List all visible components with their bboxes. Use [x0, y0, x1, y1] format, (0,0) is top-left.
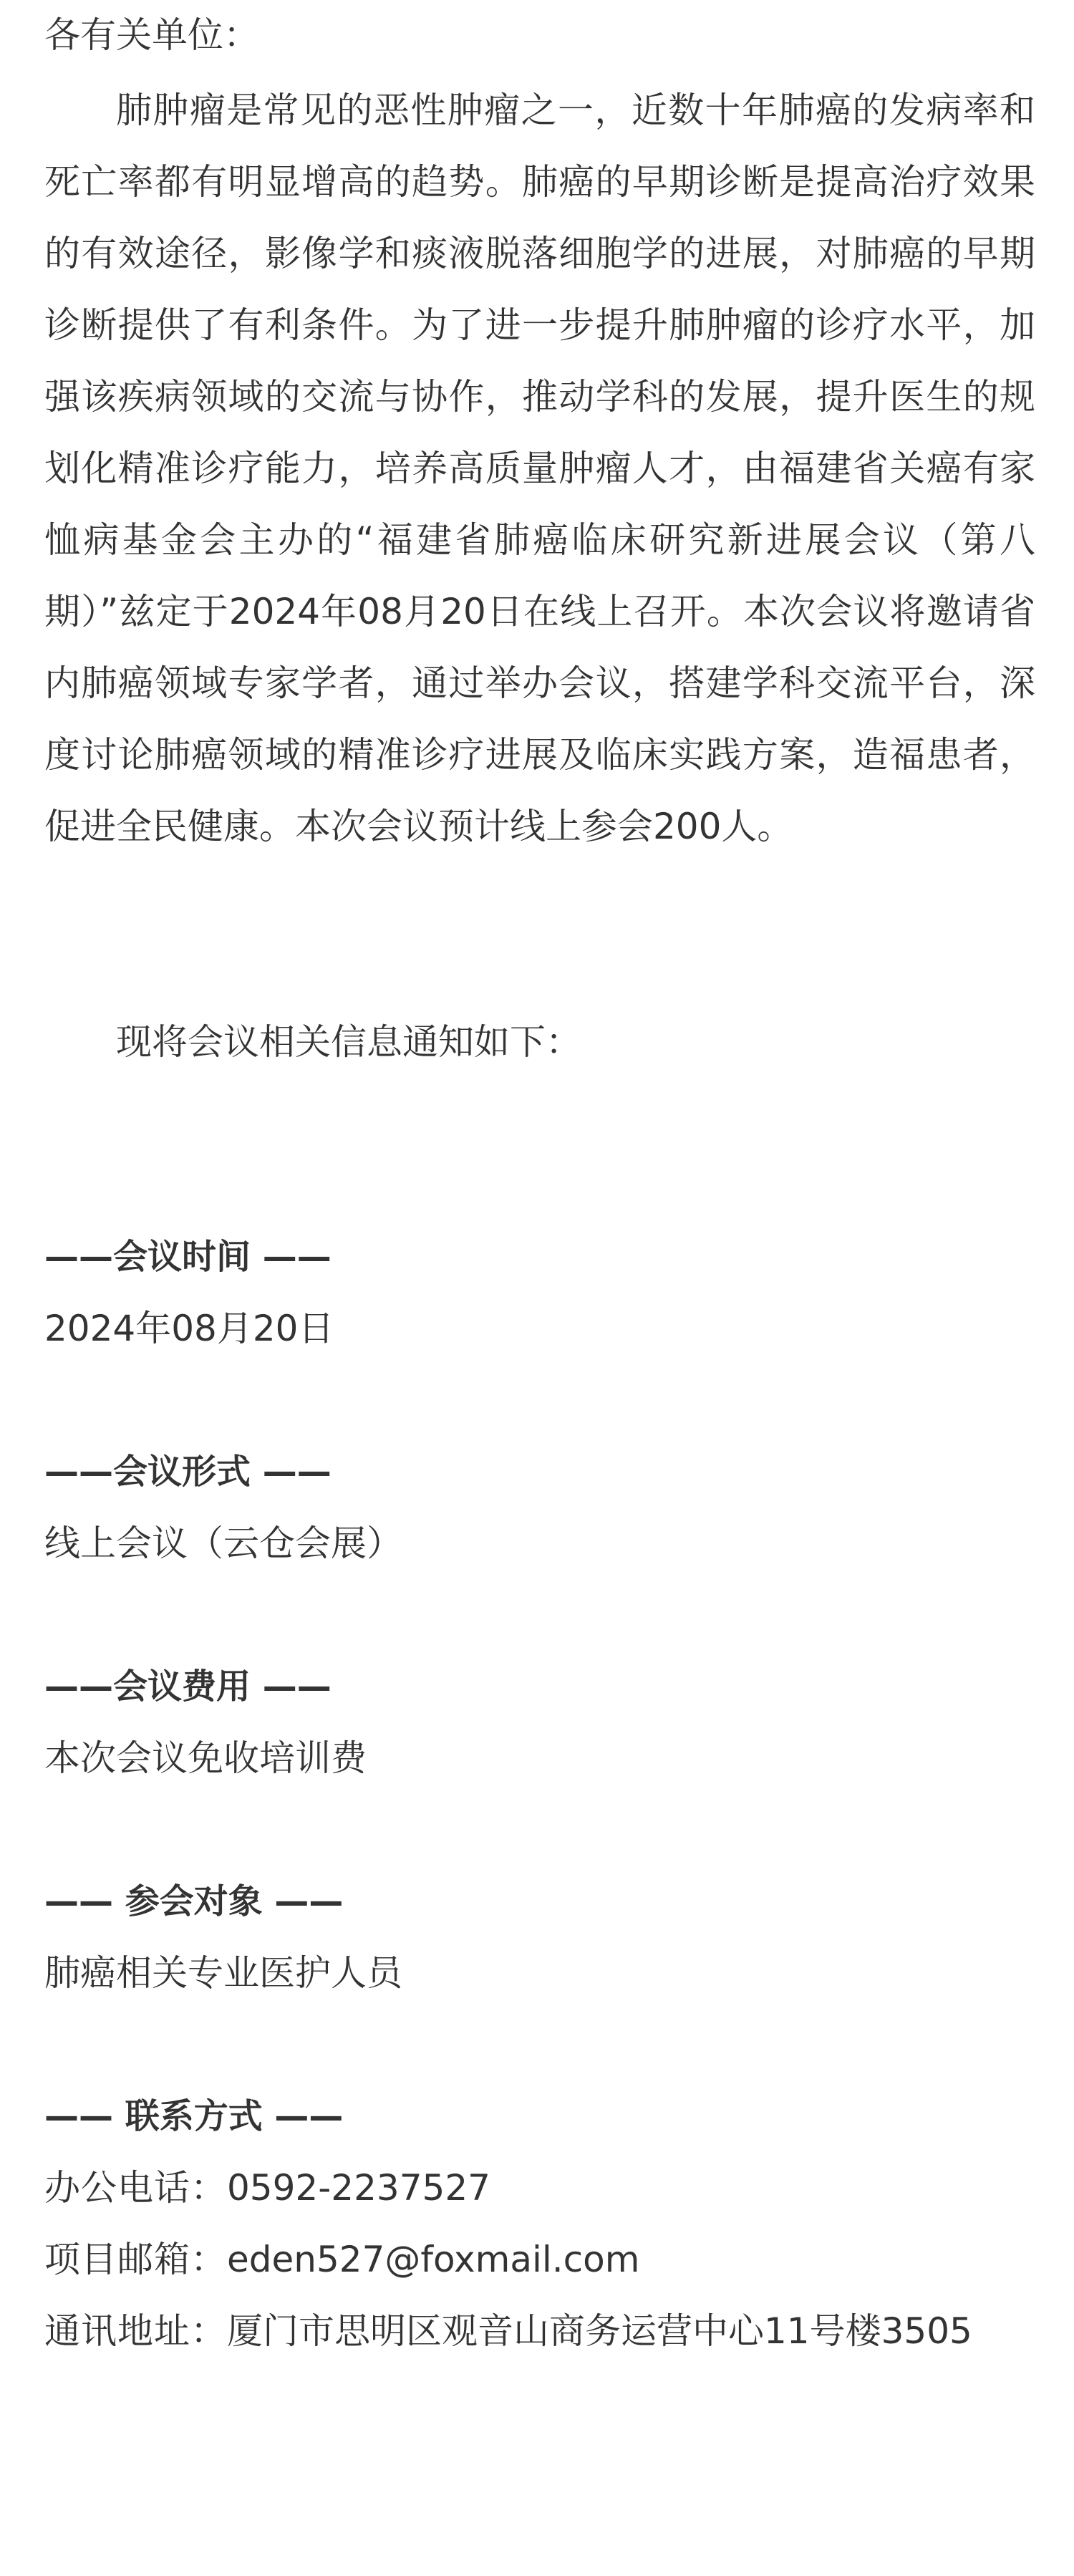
meeting-format: 线上会议（云仓会展）: [44, 1523, 402, 1564]
audience-value: 肺癌相关专业医护人员: [44, 1952, 402, 1994]
address-label: 通讯地址：: [44, 2310, 227, 2352]
intro-line: 现将会议相关信息通知如下：: [116, 1021, 581, 1063]
phone-label: 办公电话：: [44, 2167, 227, 2209]
postal-address: 厦门市思明区观音山商务运营中心11号楼3505: [227, 2310, 972, 2352]
section-meeting-fee: [44, 1651, 1035, 1794]
section-heading-fee: ——会议费用 ——: [44, 1666, 332, 1707]
section-meeting-time: [44, 1221, 1035, 1364]
email-label: 项目邮箱：: [44, 2239, 227, 2280]
section-contact: [44, 2080, 1035, 2367]
section-heading-contact: —— 联系方式 ——: [44, 2096, 344, 2136]
phone-number: 0592-2237527: [227, 2167, 490, 2209]
section-meeting-format: [44, 1436, 1035, 1579]
meeting-fee: 本次会议免收培训费: [44, 1737, 367, 1779]
contact-email-line: [44, 2224, 1035, 2295]
body-paragraph: 肺肿瘤是常见的恶性肿瘤之一，近数十年肺癌的发病率和死亡率都有明显增高的趋势。肺癌的早期诊断是提高治疗效果的有效途径，影像学和痰液脱落细胞学的进展，对肺癌的早期诊断提供了有利条件。为了进一步提升肺肿瘤的诊疗水平，加强该疾病领域的交流与协作，推动学科的发展，提升医生的规划化精准诊疗能力，培养高质量肿瘤人才，由福建省关癌有家恤病基金会主办的“福建省肺癌临床研究新进展会议（第八期）”兹定于2024年08月20日在线上召开。本次会议将邀请省内肺癌领域专家学者，通过举办会议，搭建学科交流平台，深度讨论肺癌领域的精准诊疗进展及临床实践方案，造福患者，促进全民健康。本次会议预计线上参会200人。: [44, 90, 1035, 847]
section-heading-format: ——会议形式 ——: [44, 1452, 332, 1492]
email-address: eden527@foxmail.com: [227, 2239, 640, 2280]
contact-address-line: [44, 2295, 1035, 2367]
section-heading-time: ——会议时间 ——: [44, 1237, 332, 1277]
meeting-date: 2024年08月20日: [44, 1308, 334, 1349]
contact-phone-line: [44, 2152, 1035, 2224]
section-heading-audience: —— 参会对象 ——: [44, 1881, 344, 1921]
salutation: 各有关单位：: [44, 14, 259, 56]
section-audience: [44, 1866, 1035, 2009]
